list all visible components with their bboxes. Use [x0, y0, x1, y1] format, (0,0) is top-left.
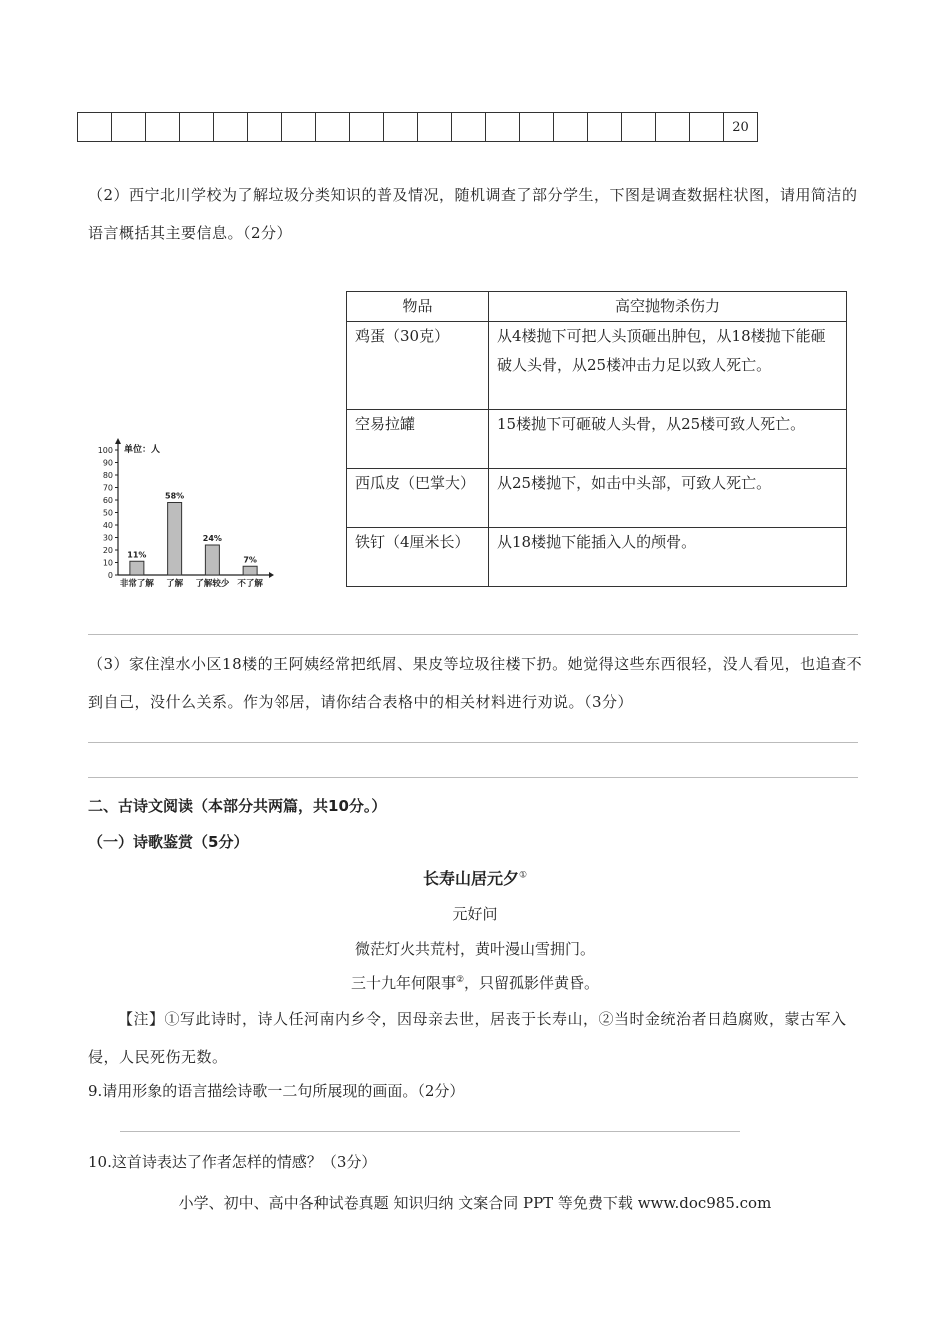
answer-line[interactable]: [88, 777, 858, 778]
table-cell-item: 鸡蛋（30克）: [347, 322, 489, 410]
table-row: [347, 322, 847, 410]
answer-grid: [77, 112, 758, 142]
grid-cell[interactable]: [146, 113, 180, 142]
grid-cell[interactable]: [214, 113, 248, 142]
bar-3: [205, 545, 219, 575]
y-tick-label: 60: [102, 496, 113, 505]
table-cell-item: 铁钉（4厘米长）: [347, 528, 489, 587]
answer-line[interactable]: [88, 742, 858, 743]
section-heading: 二、古诗文阅读（本部分共两篇，共10分。）: [88, 797, 387, 815]
y-axis-arrow: [115, 438, 121, 444]
grid-cell[interactable]: [452, 113, 486, 142]
y-tick-label: 90: [102, 458, 113, 468]
bar-value-label: 24%: [202, 534, 222, 543]
sub-heading: （一）诗歌鉴赏（5分）: [88, 833, 249, 851]
y-tick-label: 100: [97, 446, 113, 455]
table-cell-effect: 从4楼抛下可把人头顶砸出肿包，从18楼抛下能砸破人头骨，从25楼冲击力足以致人死亡。: [489, 322, 847, 410]
grid-cell[interactable]: [486, 113, 520, 142]
grid-cell[interactable]: [588, 113, 622, 142]
table-row: [347, 469, 847, 528]
bar-value-label: 7%: [243, 555, 257, 565]
x-axis-arrow: [269, 572, 274, 578]
y-tick-label: 40: [102, 521, 113, 530]
poem-line-2-part-b: ，只留孤影伴黄昏。: [464, 974, 600, 992]
table-header-item: 物品: [347, 292, 489, 322]
grid-cell[interactable]: [656, 113, 690, 142]
grid-cell[interactable]: [384, 113, 418, 142]
question-3: （3）家住湟水小区18楼的王阿姨经常把纸屑、果皮等垃圾往楼下扔。她觉得这些东西很轻，没人看见，也追查不到自己，没什么关系。作为邻居，请你结合表格中的相关材料进行劝说。（3分）: [88, 655, 863, 711]
bar-value-label: 11%: [127, 550, 147, 560]
y-tick-label: 80: [102, 471, 113, 480]
bar-4: [243, 566, 257, 575]
grid-cell[interactable]: [520, 113, 554, 142]
table-cell-effect: 从25楼抛下，如击中头部，可致人死亡。: [489, 469, 847, 528]
poem-line-2-footnote-mark: ②: [455, 975, 465, 985]
x-tick-label: 非常了解: [119, 579, 154, 589]
poem-line-2-part-a: 三十九年何限事: [350, 974, 456, 992]
grid-cell[interactable]: [112, 113, 146, 142]
poem-title: [0, 866, 950, 889]
grid-cell[interactable]: [622, 113, 656, 142]
y-tick-label: 70: [102, 483, 113, 493]
bar-value-label: 58%: [165, 491, 185, 501]
poem-title-footnote-mark: ①: [518, 870, 528, 881]
bar-2: [168, 503, 182, 576]
x-tick-label: 了解: [166, 579, 184, 589]
question-2: （2）西宁北川学校为了解垃圾分类知识的普及情况，随机调查了部分学生，下图是调查数据柱状图，请用简洁的语言概括其主要信息。（2分）: [88, 186, 858, 242]
page-footer: 小学、初中、高中各种试卷真题 知识归纳 文案合同 PPT 等免费下载 www.doc985.com: [178, 1194, 772, 1212]
answer-line[interactable]: [88, 634, 858, 635]
poem-author: 元好问: [452, 905, 498, 923]
grid-cell[interactable]: [418, 113, 452, 142]
table-cell-effect: 从18楼抛下能插入人的颅骨。: [489, 528, 847, 587]
data-table: [346, 291, 847, 587]
table-row: [347, 410, 847, 469]
grid-cell[interactable]: [282, 113, 316, 142]
grid-cell[interactable]: [554, 113, 588, 142]
grid-cell[interactable]: [316, 113, 350, 142]
table-row: [347, 528, 847, 587]
chart-unit-label: 单位：人: [124, 445, 161, 455]
table-cell-item: 空易拉罐: [347, 410, 489, 469]
answer-grid-row: [78, 113, 758, 142]
bar-1: [130, 561, 144, 575]
table-cell-item: 西瓜皮（巴掌大）: [347, 469, 489, 528]
grid-cell[interactable]: [690, 113, 724, 142]
answer-line[interactable]: [120, 1131, 740, 1132]
y-tick-label: 20: [102, 546, 113, 555]
grid-cell-count: 20: [724, 113, 758, 142]
grid-cell[interactable]: [78, 113, 112, 142]
poem-line-2: [0, 972, 950, 993]
x-tick-label: 了解较少: [195, 579, 230, 589]
grid-cell[interactable]: [350, 113, 384, 142]
poem-title-text: 长寿山居元夕: [422, 869, 519, 888]
poem-note: 【注】①写此诗时，诗人任河南内乡令，因母亲去世，居丧于长寿山，②当时金统治者日趋腐败，蒙古军入侵，人民死伤无数。: [88, 1010, 847, 1066]
poem-line-1: 微茫灯火共荒村，黄叶漫山雪拥门。: [354, 940, 595, 958]
grid-cell[interactable]: [248, 113, 282, 142]
grid-cell[interactable]: [180, 113, 214, 142]
table-header-effect: 高空抛物杀伤力: [489, 292, 847, 322]
y-tick-label: 0: [107, 571, 113, 580]
x-tick-label: 不了解: [237, 579, 263, 589]
question-9: 9.请用形象的语言描绘诗歌一二句所展现的画面。（2分）: [88, 1082, 465, 1100]
y-tick-label: 30: [102, 533, 113, 543]
y-tick-label: 10: [102, 558, 113, 568]
table-header-row: [347, 292, 847, 322]
bar-chart: [84, 436, 274, 592]
question-10: 10.这首诗表达了作者怎样的情感？（3分）: [88, 1153, 377, 1171]
table-cell-effect: 15楼抛下可砸破人头骨，从25楼可致人死亡。: [489, 410, 847, 469]
y-tick-label: 50: [102, 508, 113, 518]
